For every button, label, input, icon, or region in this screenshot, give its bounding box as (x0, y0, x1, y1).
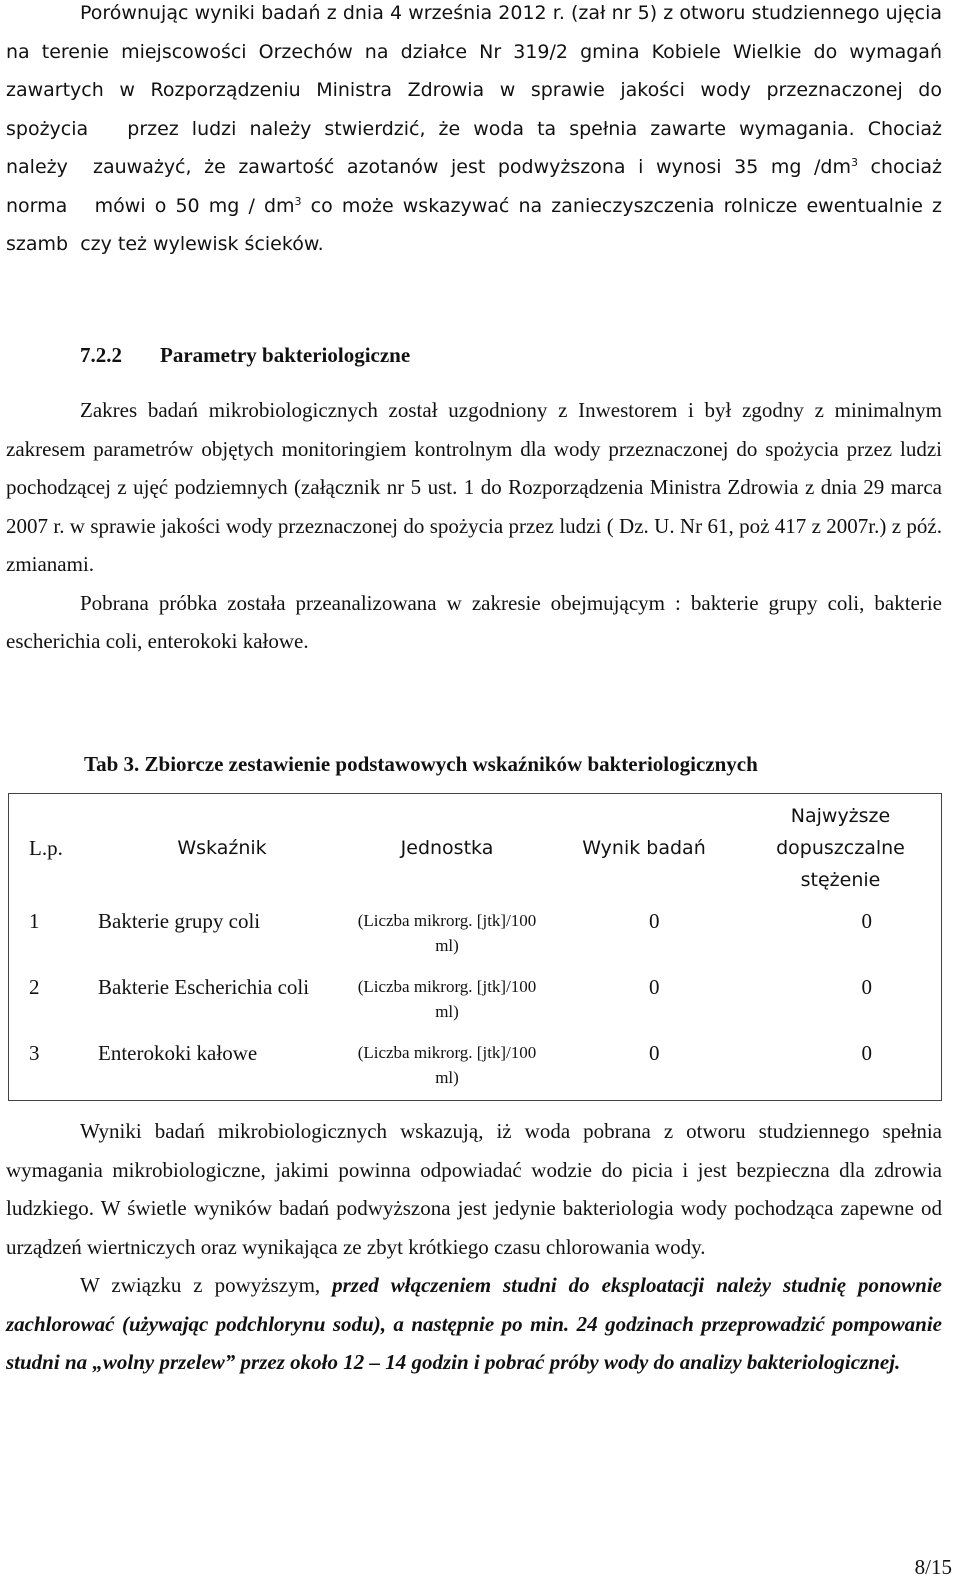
superscript-3b: 3 (294, 194, 302, 208)
cell-max: 0 (861, 1041, 872, 1065)
results-paragraph-1: Wyniki badań mikrobiologicznych wskazują, iż woda pobrana z otworu studziennego spełnia wymagania mikrobiologiczne, jakimi powinna odpowiadać wodzie do picia i jest bezpieczna dla zdrowia ludzkiego. W świetle wyników badań podwyższona jest jedynie bakteriologia wody pochodząca zapewne od urządzeń wiertniczych oraz wynikająca ze zbyt krótkiego czasu chlorowania wody. (6, 1119, 942, 1259)
cell-lp: 2 (29, 975, 40, 999)
cell-unit: (Liczba mikrorg. [jtk]/100 ml) (357, 1043, 537, 1087)
intro-text-9: czy też wylewisk ścieków. (80, 233, 324, 255)
cell-unit: (Liczba mikrorg. [jtk]/100 ml) (357, 911, 537, 955)
superscript-3: 3 (850, 156, 858, 169)
cell-lp: 1 (29, 909, 40, 933)
cell-name: Enterokoki kałowe (98, 1041, 258, 1065)
results-paragraph-2 (6, 1266, 942, 1382)
cell-max: 0 (861, 975, 872, 999)
cell-name: Bakterie grupy coli (98, 909, 261, 933)
cell-max: 0 (861, 909, 872, 933)
results-section (6, 1112, 942, 1382)
results-recommendation: przed włączeniem studni do eksploatacji należy studnię ponownie zachlorować (używając podchlorynu sodu), a następnie po min. 24 godzinach przeprowadzić pompowanie studni na „wolny przelew” przez około 12 – 14 godzin i pobrać próby wody do analizy bakteriologicznej. (6, 1273, 942, 1374)
header-jednostka: Jednostka (400, 837, 494, 859)
intro-paragraph (6, 0, 942, 264)
scope-paragraph-1: Zakres badań mikrobiologicznych został uzgodniony z Inwestorem i był zgodny z minimalnym zakresem parametrów objętych monitoringiem kontrolnym dla wody przeznaczonej do spożycia przez ludzi pochodzącej z ujęć podziemnych (załącznik nr 5 ust. 1 do Rozporządzenia Ministra Zdrowia z dnia 29 marca 2007 r. w sprawie jakości wody przeznaczonej do spożycia przez ludzi ( Dz. U. Nr 61, poż 417 z 2007r.) z póź. zmianami. (6, 398, 942, 576)
header-lp: L.p. (29, 835, 63, 860)
results-lead: W związku z powyższym, (80, 1273, 333, 1297)
table-header-row (9, 794, 942, 903)
cell-name: Bakterie Escherichia coli (98, 975, 310, 999)
cell-result: 0 (649, 975, 660, 999)
table-title: Tab 3. Zbiorcze zestawienie podstawowych wskaźników bakteriologicznych (84, 752, 758, 776)
header-najwyzsze: Najwyższe dopuszczalne stężenie (776, 805, 905, 891)
header-wskaznik: Wskaźnik (177, 837, 267, 859)
cell-unit: (Liczba mikrorg. [jtk]/100 ml) (357, 977, 537, 1021)
cell-values (548, 968, 942, 1034)
cell-result: 0 (649, 909, 660, 933)
section-title: Parametry bakteriologiczne (160, 343, 411, 367)
section-number: 7.2.2 (80, 343, 122, 367)
table-row (9, 968, 942, 1034)
intro-text-2: przez ludzi należy stwierdzić, że woda ta spełnia zawarte (127, 117, 727, 140)
page-number: 8/15 (914, 1555, 952, 1579)
table-row (9, 1034, 942, 1101)
cell-result: 0 (649, 1041, 660, 1065)
header-wynik: Wynik badań (582, 837, 706, 859)
intro-text-7: mówi o 50 mg / dm (94, 194, 295, 217)
section-heading (6, 343, 410, 368)
intro-text-4: zauważyć, że zawartość azotanów jest podwyższona i wynosi (93, 156, 722, 178)
intro-text-5: 35 mg /dm (734, 156, 851, 178)
scope-paragraph-2: Pobrana próbka została przeanalizowana w zakresie obejmującym : bakterie grupy coli, bakterie escherichia coli, enterokoki kałowe. (6, 590, 942, 653)
table-row (9, 902, 942, 968)
intro-text-6: chociaż norma (6, 156, 942, 217)
cell-values (548, 1034, 942, 1101)
scope-section (6, 391, 942, 661)
intro-text-1: Porównując wyniki badań z dnia 4 września 2012 r. (zał nr 5) z otworu studziennego ujęcia na terenie miejscowości Orzechów na działce Nr 319/2 gmina Kobiele Wielkie do wymagań zawartych w Rozporządzeniu Ministra Zdrowia w sprawie jakości wody przeznaczonej do spożycia (6, 2, 942, 140)
cell-lp: 3 (29, 1041, 40, 1065)
cell-values (548, 902, 942, 968)
bacteriology-table (8, 793, 942, 1101)
intro-text-8: co może wskazywać na zanieczyszczenia rolnicze ewentualnie z szamb (6, 194, 942, 255)
intro-text-3: wymagania. Chociaż należy (6, 117, 942, 178)
